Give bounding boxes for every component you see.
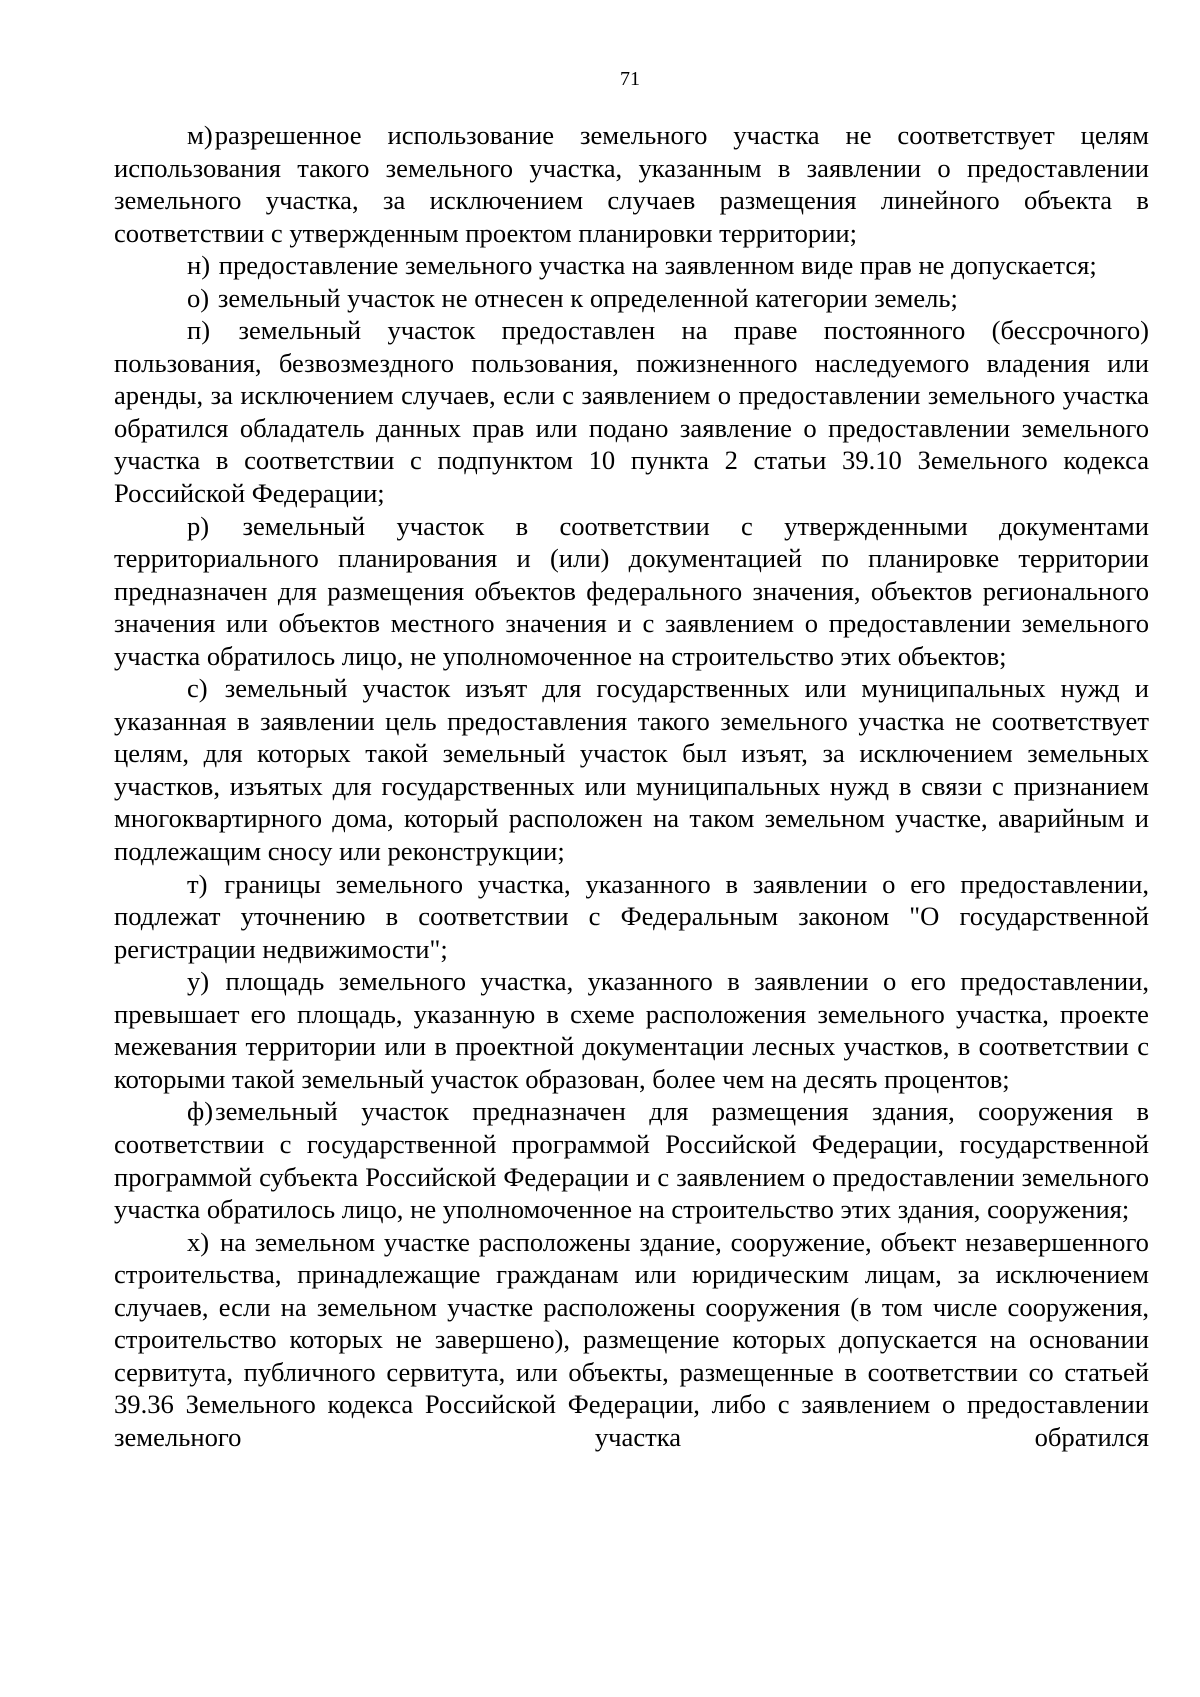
paragraph-n (114, 249, 1149, 282)
paragraph-text: земельный участок предоставлен на праве постоянного (бессрочного) пользования, безвозмездного пользования, пожизненного наследуемого владения или аренды, за исключением случаев, если с заявлением о предоставлении земельного участка обратился обладатель данных прав или подано заявление о предоставлении земельного участка в соответствии с подпунктом 10 пункта 2 статьи 39.10 Земельного кодекса Российской Федерации; (114, 315, 1149, 509)
paragraph-marker: т) (187, 868, 208, 899)
paragraph-marker: с) (187, 673, 208, 704)
paragraph-text: площадь земельного участка, указанного в заявлении о его предоставлении, превышает его площадь, указанную в схеме расположения земельного участка, проекте межевания территории или в проектной документации лесных участков, в соответствии с которыми такой земельный участок образован, более чем на десять процентов; (114, 966, 1149, 1094)
paragraph-text: земельный участок изъят для государственных или муниципальных нужд и указанная в заявлении цель предоставления такого земельного участка не соответствует целям, для которых такой земельный участок был изъят, за исключением земельных участков, изъятых для государственных или муниципальных нужд в связи с признанием многоквартирного дома, который расположен на таком земельном участке, аварийным и подлежащим сносу или реконструкции; (114, 673, 1149, 867)
paragraph-text: земельный участок предназначен для размещения здания, сооружения в соответствии с государственной программой Российской Федерации, государственной программой субъекта Российской Федерации и с заявлением о предоставлении земельного участка обратилось лицо, не уполномоченное на строительство этих здания, сооружения; (114, 1096, 1149, 1225)
paragraph-marker: н) (187, 250, 211, 281)
page-number: 71 (620, 68, 640, 90)
paragraph-u (114, 965, 1149, 1095)
paragraph-o (114, 282, 1149, 315)
paragraph-marker: х) (187, 1226, 210, 1257)
paragraph-text: разрешенное использование земельного участка не соответствует целям использования такого земельного участка, указанным в заявлении о предоставлении земельного участка, за исключением случаев размещения линейного объекта в соответствии с утвержденным проектом планировки территории; (114, 120, 1149, 248)
paragraph-marker: м) (187, 120, 213, 150)
paragraph-s (114, 672, 1149, 867)
paragraph-text: предоставление земельного участка на заявленном виде прав не допускается; (218, 250, 1097, 281)
paragraph-marker: у) (187, 966, 210, 997)
paragraph-text: земельный участок не отнесен к определенной категории земель; (217, 282, 958, 313)
paragraph-p (114, 314, 1149, 509)
paragraph-marker: р) (187, 510, 210, 541)
paragraph-text: на земельном участке расположены здание, сооружение, объект незавершенного строительства, принадлежащие гражданам или юридическим лицам, за исключением случаев, если на земельном участке расположены сооружения (в том числе сооружения, строительство которых не завершено), размещение которых допускается на основании сервитута, публичного сервитута, или объекты, размещенные в соответствии со статьей 39.36 Земельного кодекса Российской Федерации, либо с заявлением о предоставлении земельного участка обратился (114, 1226, 1149, 1452)
paragraph-t (114, 868, 1149, 966)
paragraph-f (114, 1095, 1149, 1225)
paragraph-h (114, 1226, 1149, 1454)
paragraph-text: земельный участок в соответствии с утвержденными документами территориального планирования и (или) документацией по планировке территории предназначен для размещения объектов федерального значения, объектов регионального значения или объектов местного значения и с заявлением о предоставлении земельного участка обратилось лицо, не уполномоченное на строительство этих объектов; (114, 510, 1149, 671)
paragraph-r (114, 510, 1149, 673)
paragraph-marker: ф) (187, 1096, 214, 1127)
paragraph-marker: п) (187, 315, 211, 346)
paragraph-marker: о) (187, 282, 210, 313)
document-body (114, 119, 1149, 1453)
paragraph-m (114, 119, 1149, 249)
paragraph-text: границы земельного участка, указанного в заявлении о его предоставлении, подлежат уточнению в соответствии с Федеральным законом "О государственной регистрации недвижимости"; (114, 868, 1149, 964)
